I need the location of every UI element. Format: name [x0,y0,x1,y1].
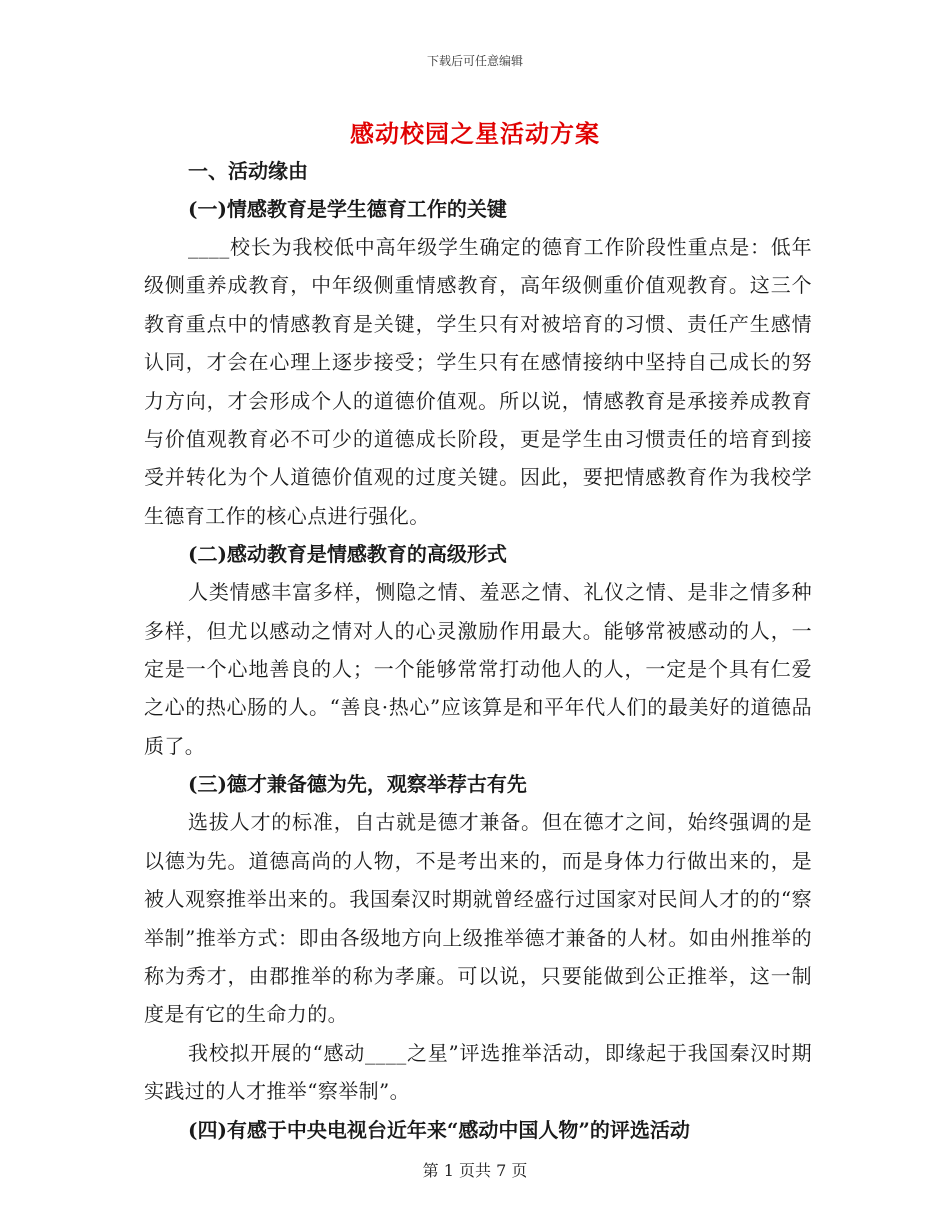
subsection-heading-2: (二)感动教育是情感教育的高级形式 [188,542,507,567]
section-heading: 一、活动缘由 [188,159,308,183]
paragraph-4: 我校拟开展的“感动____之星”评选推举活动，即缘起于我国秦汉时期实践过的人才推举“察举制”。 [144,1040,812,1104]
document-body [144,152,812,1149]
subsection-heading-3: (三)德才兼备德为先，观察举荐古有先 [188,772,527,797]
paragraph-3: 选拔人才的标准，自古就是德才兼备。但在德才之间，始终强调的是以德为先。道德高尚的人物，不是考出来的，而是身体力行做出来的，是被人观察推举出来的。我国秦汉时期就曾经盛行过国家对民间人才的的“察举制”推举方式：即由各级地方向上级推举德才兼备的人材。如由州推举的称为秀才，由郡推举的称为孝廉。可以说，只要能做到公正推举，这一制度是有它的生命力的。 [144,810,812,1027]
subsection-heading-4: (四)有感于中央电视台近年来“感动中国人物”的评选活动 [188,1117,690,1142]
paragraph-2: 人类情感丰富多样，恻隐之情、羞恶之情、礼仪之情、是非之情多种多样，但尤以感动之情对人的心灵激励作用最大。能够常被感动的人，一定是一个心地善良的人；一个能够常常打动他人的人，一定是个具有仁爱之心的热心肠的人。“善良·热心”应该算是和平年代人们的最美好的道德品质了。 [144,580,812,758]
page-header-note: 下载后可任意编辑 [426,54,523,68]
subsection-heading-1: (一)情感教育是学生德育工作的关键 [188,197,507,221]
document-title: 感动校园之星活动方案 [350,119,600,148]
paragraph-1: ____校长为我校低中高年级学生确定的德育工作阶段性重点是：低年级侧重养成教育，中年级侧重情感教育，高年级侧重价值观教育。这三个教育重点中的情感教育是关键，学生只有对被培育的习惯、责任产生感情认同，才会在心理上逐步接受；学生只有在感情接纳中坚持自己成长的努力方向，才会形成个人的道德价值观。所以说，情感教育是承接养成教育与价值观教育必不可少的道德成长阶段，更是学生由习惯责任的培育到接受并转化为个人道德价值观的过度关键。因此，要把情感教育作为我校学生德育工作的核心点进行强化。 [144,235,812,528]
page-number: 第 1 页共 7 页 [422,1161,528,1180]
